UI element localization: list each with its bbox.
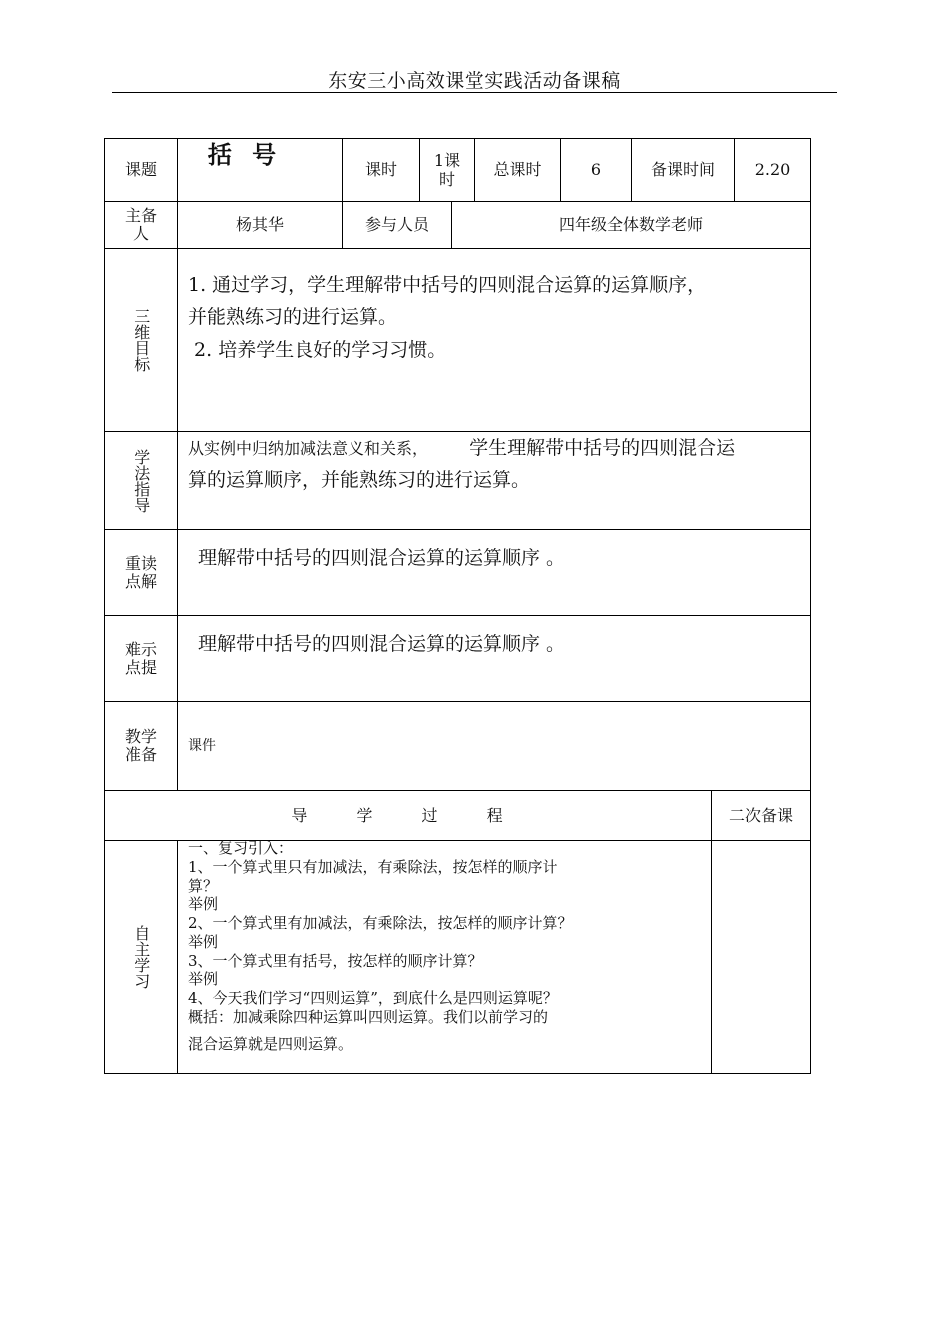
self-study-line: 3、一个算式里有括号，按怎样的顺序计算？ <box>188 951 483 970</box>
self-study-line: 举例 <box>188 970 219 989</box>
self-study-label-cell <box>104 840 178 1074</box>
key-label-cell <box>104 529 178 616</box>
total-label: 总课时 <box>493 160 542 180</box>
goals-line-2: 并能熟练习的进行运算。 <box>188 306 398 329</box>
self-study-line: 举例 <box>188 932 219 951</box>
key-content-cell <box>177 529 811 616</box>
self-study-line: 4、今天我们学习“四则运算”，到底什么是四则运算呢？ <box>188 989 558 1007</box>
topic-label: 课题 <box>124 160 157 180</box>
method-content-cell <box>177 431 811 530</box>
goals-label-cell <box>104 248 178 432</box>
goals-line-3: 2. 培养学生良好的学习习惯。 <box>188 338 447 361</box>
self-study-label: 自主学习 <box>131 925 151 989</box>
difficult-text: 理解带中括号的四则混合运算的运算顺序 。 <box>198 633 566 655</box>
process-label: 导 学 过 程 <box>291 805 525 825</box>
difficult-content-cell <box>177 615 811 702</box>
author-value-cell <box>177 201 343 249</box>
difficult-label-cell <box>104 615 178 702</box>
time-value-cell <box>734 138 811 202</box>
period-value-cell <box>419 138 475 202</box>
process-header-cell <box>104 790 712 841</box>
prep-label: 教学准备 <box>124 726 157 764</box>
self-study-line: 算？ <box>188 876 219 895</box>
goals-content-cell <box>177 248 811 432</box>
period-label-cell <box>342 138 420 202</box>
total-value: 6 <box>590 160 602 180</box>
key-label: 重读点解 <box>124 553 157 591</box>
difficult-label: 难示点提 <box>124 639 157 677</box>
period-value: 1课时 <box>433 150 461 189</box>
self-study-line: 一、复习引入： <box>188 839 294 857</box>
time-label-cell <box>631 138 735 202</box>
participants-label-cell <box>342 201 452 249</box>
method-line-2: 算的运算顺序，并能熟练习的进行运算。 <box>188 469 531 492</box>
prep-content-cell <box>177 701 811 791</box>
document-header-title: 东安三小高效课堂实践活动备课稿 <box>328 70 621 92</box>
goals-label: 三维目标 <box>131 308 151 372</box>
method-label-cell <box>104 431 178 530</box>
self-study-line: 概括：加减乘除四种运算叫四则运算。我们以前学习的 <box>188 1007 549 1026</box>
second-prep-label: 二次备课 <box>728 805 793 825</box>
second-prep-content-cell[interactable] <box>711 840 811 1074</box>
total-label-cell <box>474 138 561 202</box>
self-study-line: 混合运算就是四则运算。 <box>188 1034 354 1053</box>
author-label: 主备人 <box>124 206 157 243</box>
key-text: 理解带中括号的四则混合运算的运算顺序 。 <box>198 547 566 569</box>
second-prep-header-cell <box>711 790 811 841</box>
participants-value: 四年级全体数学老师 <box>558 215 703 235</box>
time-value: 2.20 <box>754 160 791 180</box>
method-label: 学法指导 <box>131 448 151 513</box>
time-label: 备课时间 <box>650 160 715 180</box>
topic-value-cell <box>177 138 343 202</box>
participants-value-cell <box>451 201 811 249</box>
prep-label-cell <box>104 701 178 791</box>
self-study-line: 举例 <box>188 895 219 914</box>
author-label-cell <box>104 201 178 249</box>
method-big-text: 学生理解带中括号的四则混合运 <box>469 437 736 459</box>
author-name: 杨其华 <box>235 215 284 235</box>
header-divider <box>112 92 837 93</box>
self-study-line: 1、一个算式里只有加减法，有乘除法，按怎样的顺序计 <box>188 857 558 876</box>
period-label: 课时 <box>364 160 397 180</box>
topic-title: 括 号 <box>207 141 283 169</box>
total-value-cell <box>560 138 632 202</box>
goals-line-1: 1. 通过学习，学生理解带中括号的四则混合运算的运算顺序， <box>188 274 707 296</box>
participants-label: 参与人员 <box>364 215 429 235</box>
prep-text: 课件 <box>188 737 216 754</box>
topic-label-cell <box>104 138 178 202</box>
self-study-content-cell <box>177 840 712 1074</box>
self-study-line: 2、一个算式里有加减法，有乘除法，按怎样的顺序计算？ <box>188 914 573 932</box>
method-small-text: 从实例中归纳加减法意义和关系， <box>188 439 429 458</box>
